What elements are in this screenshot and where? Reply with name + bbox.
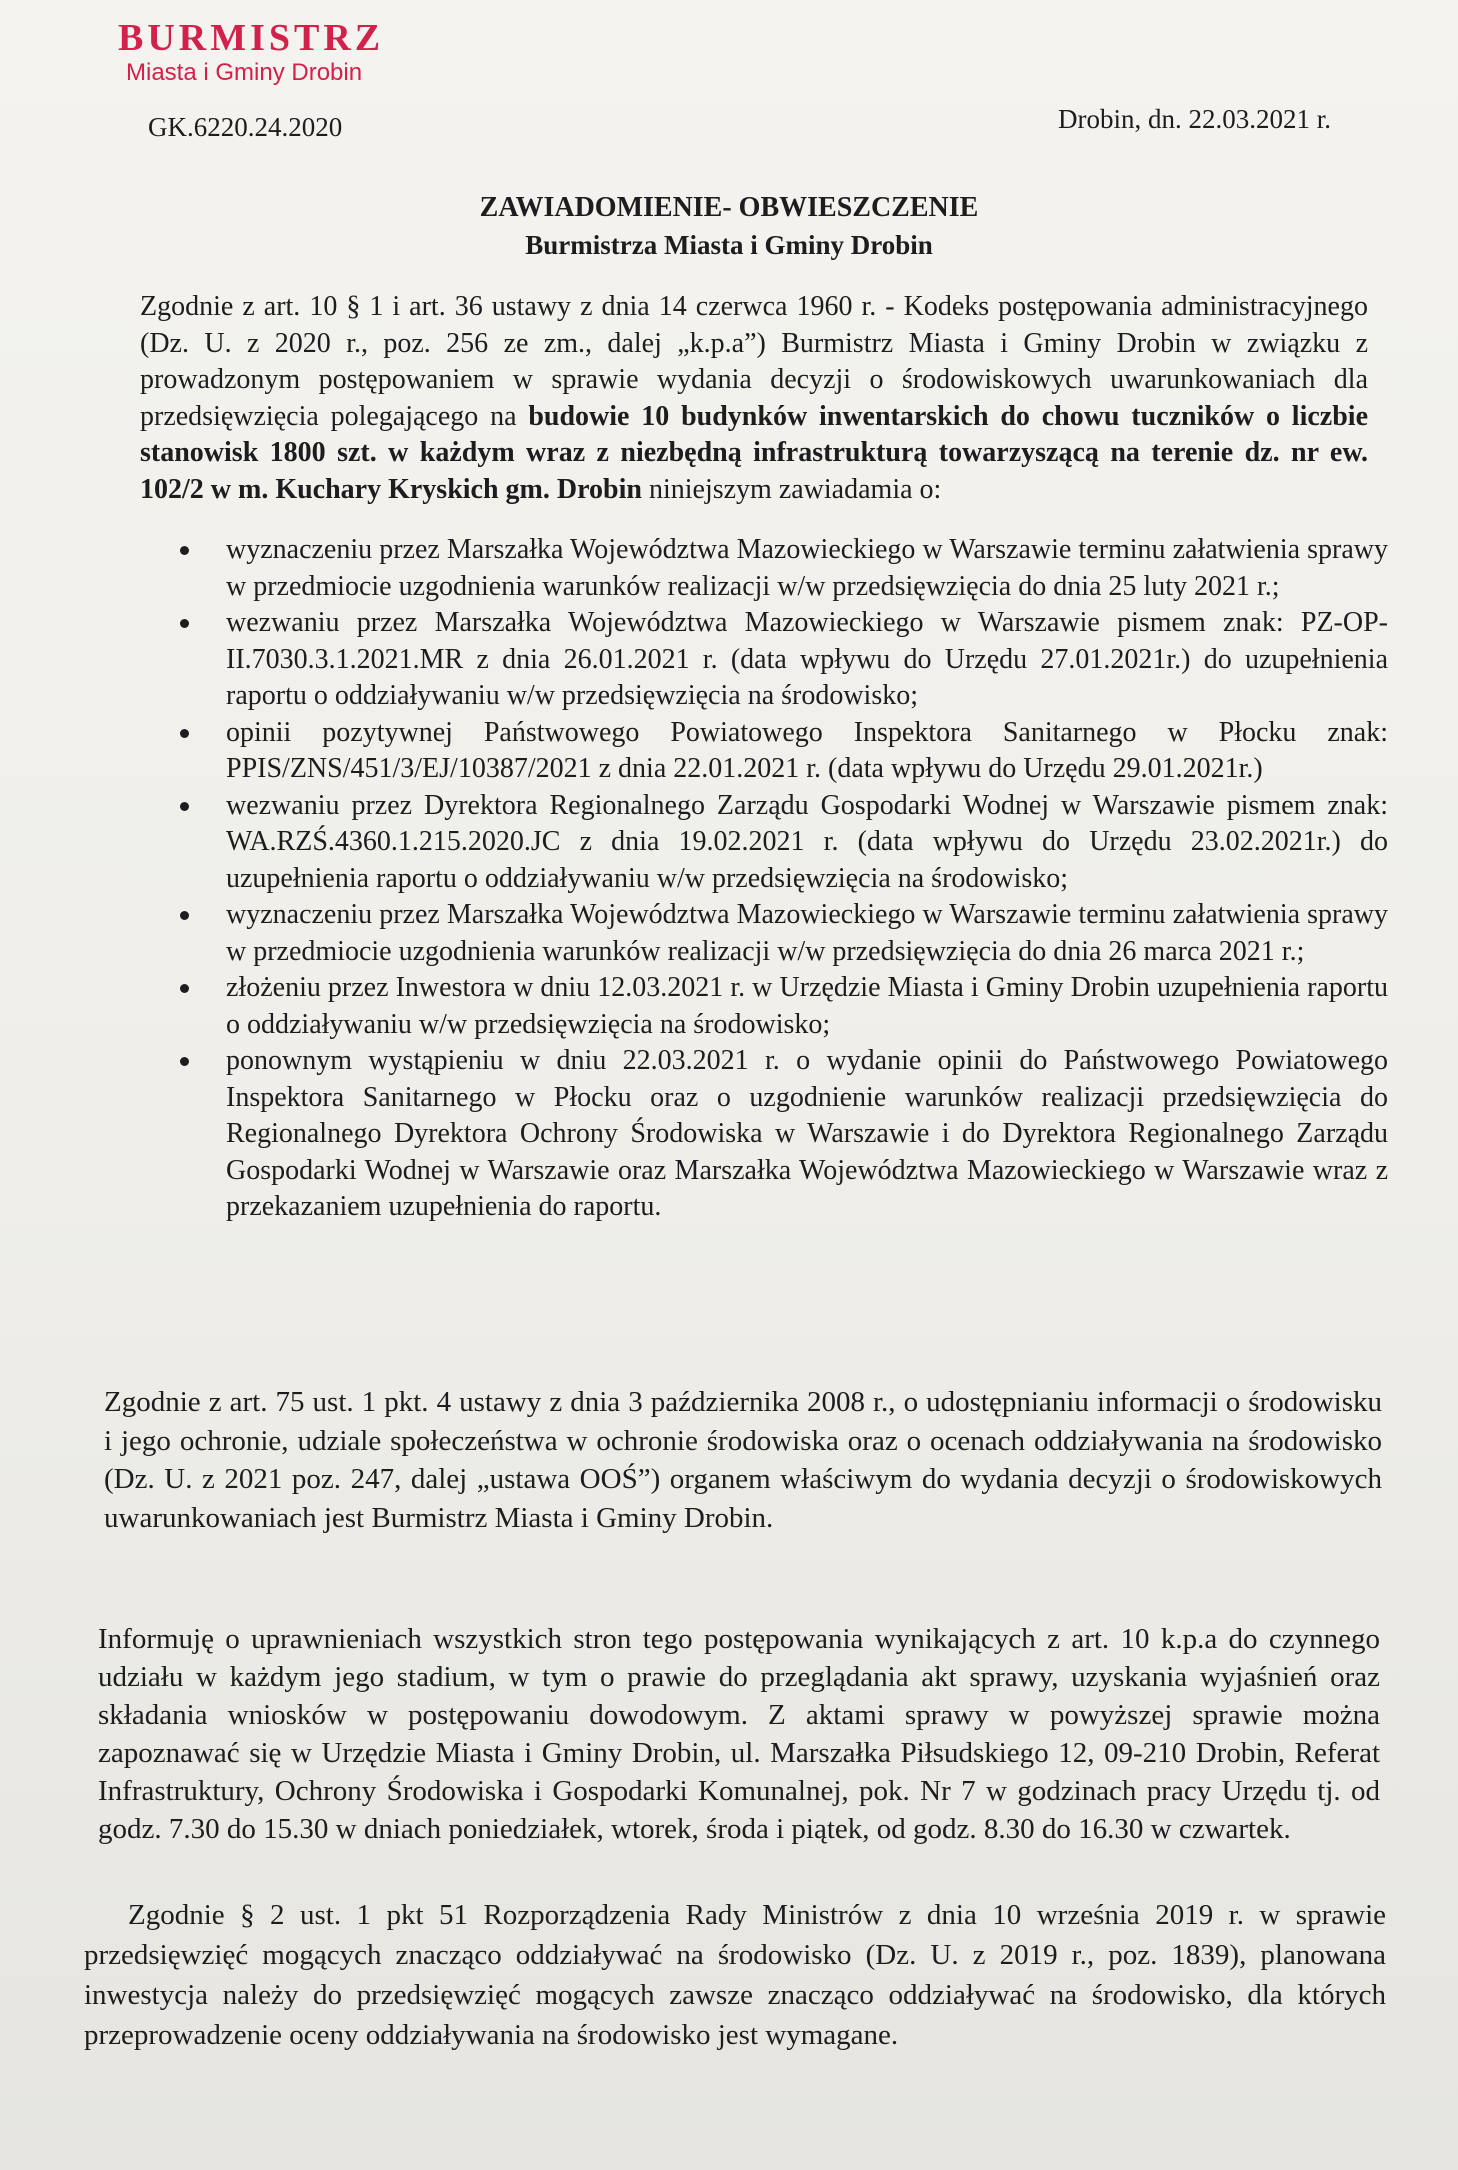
intro-paragraph bbox=[140, 289, 1368, 508]
list-item-text: wyznaczeniu przez Marszałka Województwa Mazowieckiego w Warszawie terminu załatwienia sprawy w przedmiocie uzgodnienia warunków realizacji w/w przedsięwzięcia do dnia 25 luty 2021 r.; bbox=[226, 534, 1388, 602]
stamp-line-2: Miasta i Gminy Drobin bbox=[126, 58, 363, 86]
list-item bbox=[130, 715, 1388, 788]
document-subtitle: Burmistrza Miasta i Gminy Drobin bbox=[525, 230, 933, 260]
regulation-paragraph bbox=[84, 1895, 1386, 2055]
document-date: Drobin, dn. 22.03.2021 r. bbox=[1058, 104, 1331, 134]
reference-number: GK.6220.24.2020 bbox=[148, 112, 343, 142]
list-item-text: wyznaczeniu przez Marszałka Województwa Mazowieckiego w Warszawie terminu załatwienia sprawy w przedmiocie uzgodnienia warunków realizacji w/w przedsięwzięcia do dnia 26 marca 2021 r.; bbox=[226, 899, 1388, 967]
official-stamp bbox=[118, 18, 384, 86]
stamp-line-1: BURMISTRZ bbox=[118, 17, 385, 59]
bullet-icon bbox=[180, 984, 189, 993]
intro-text-1: Zgodnie z art. 10 § 1 i art. 36 ustawy z dnia 14 czerwca 1960 r. - Kodeks postępowania administracyjnego (Dz. U. z 2020 r., poz. 256 ze zm., dalej „k.p.a”) Burmistrz Miasta i Gminy Drobin w związku z prowadzonym postępowaniem w sprawie wydania decyzji o środowiskowych uwarunkowaniach dla przedsięwzięcia polegającego na bbox=[140, 291, 1368, 432]
list-item bbox=[130, 605, 1388, 715]
bullet-icon bbox=[180, 546, 189, 555]
regulation-text: Zgodnie § 2 ust. 1 pkt 51 Rozporządzenia Rady Ministrów z dnia 10 września 2019 r. w sprawie przedsięwzięć mogących znacząco oddziaływać na środowisko (Dz. U. z 2019 r., poz. 1839), planowana inwestycja należy do przedsięwzięć mogących zawsze znacząco oddziaływać na środowisko, dla których przeprowadzenie oceny oddziaływania na środowisko jest wymagane. bbox=[84, 1899, 1386, 2051]
list-item bbox=[130, 788, 1388, 898]
notification-list bbox=[130, 532, 1388, 1226]
bullet-icon bbox=[180, 911, 189, 920]
intro-text-2: niniejszym zawiadamia o: bbox=[648, 473, 942, 505]
list-item bbox=[130, 970, 1388, 1043]
bullet-icon bbox=[180, 729, 189, 738]
intro-bold-project: budowie 10 budynków inwentarskich do chowu tuczników o liczbie stanowisk 1800 szt. w każdym wraz z niezbędną infrastrukturą towarzyszącą na terenie dz. nr ew. 102/2 w m. Kuchary Kryskich gm. Drobin bbox=[140, 400, 1369, 505]
bullet-icon bbox=[180, 619, 189, 628]
list-item bbox=[130, 897, 1388, 970]
list-item-text: ponownym wystąpieniu w dniu 22.03.2021 r. o wydanie opinii do Państwowego Powiatowego Inspektora Sanitarnego w Płocku oraz o uzgodnienie warunków realizacji przedsięwzięcia do Regionalnego Dyrektora Ochrony Środowiska w Warszawie i do Dyrektora Regionalnego Zarządu Gospodarki Wodnej w Warszawie oraz Marszałka Województwa Mazowieckiego w Warszawie wraz z przekazaniem uzupełnienia do raportu. bbox=[226, 1045, 1388, 1222]
bullet-icon bbox=[180, 802, 189, 811]
list-item-text: opinii pozytywnej Państwowego Powiatowego Inspektora Sanitarnego w Płocku znak: PPIS/ZNS/451/3/EJ/10387/2021 z dnia 22.01.2021 r. (data wpływu do Urzędu 29.01.2021r.) bbox=[226, 716, 1388, 784]
list-item bbox=[130, 1043, 1388, 1226]
bullet-icon bbox=[180, 1057, 189, 1066]
document-title: ZAWIADOMIENIE- OBWIESZCZENIE bbox=[479, 192, 979, 223]
list-item bbox=[130, 532, 1388, 605]
rights-paragraph: Informuję o uprawnieniach wszystkich stron tego postępowania wynikających z art. 10 k.p.a do czynnego udziału w każdym jego stadium, w tym o prawie do przeglądania akt sprawy, uzyskania wyjaśnień oraz składania wniosków w postępowaniu dowodowym. Z aktami sprawy w powyższej sprawie można zapoznawać się w Urzędzie Miasta i Gminy Drobin, ul. Marszałka Piłsudskiego 12, 09-210 Drobin, Referat Infrastruktury, Ochrony Środowiska i Gospodarki Komunalnej, pok. Nr 7 w godzinach pracy Urzędu tj. od godz. 7.30 do 15.30 w dniach poniedziałek, wtorek, środa i piątek, od godz. 8.30 do 16.30 w czwartek. bbox=[98, 1623, 1380, 1845]
authority-paragraph: Zgodnie z art. 75 ust. 1 pkt. 4 ustawy z dnia 3 października 2008 r., o udostępnianiu informacji o środowisku i jego ochronie, udziale społeczeństwa w ochronie środowiska oraz o ocenach oddziaływania na środowisko (Dz. U. z 2021 poz. 247, dalej „ustawa OOŚ”) organem właściwym do wydania decyzji o środowiskowych uwarunkowaniach jest Burmistrz Miasta i Gminy Drobin. bbox=[104, 1386, 1382, 1534]
list-item-text: wezwaniu przez Marszałka Województwa Mazowieckiego w Warszawie pismem znak: PZ-OP-II.7030.3.1.2021.MR z dnia 26.01.2021 r. (data wpływu do Urzędu 27.01.2021r.) do uzupełnienia raportu o oddziaływaniu w/w przedsięwzięcia na środowisko; bbox=[226, 607, 1388, 711]
list-item-text: wezwaniu przez Dyrektora Regionalnego Zarządu Gospodarki Wodnej w Warszawie pismem znak: WA.RZŚ.4360.1.215.2020.JC z dnia 19.02.2021 r. (data wpływu do Urzędu 23.02.2021r.) do uzupełnienia raportu o oddziaływaniu w/w przedsięwzięcia na środowisko; bbox=[226, 789, 1388, 894]
list-item-text: złożeniu przez Inwestora w dniu 12.03.2021 r. w Urzędzie Miasta i Gminy Drobin uzupełnienia raportu o oddziaływaniu w/w przedsięwzięcia na środowisko; bbox=[226, 972, 1388, 1040]
